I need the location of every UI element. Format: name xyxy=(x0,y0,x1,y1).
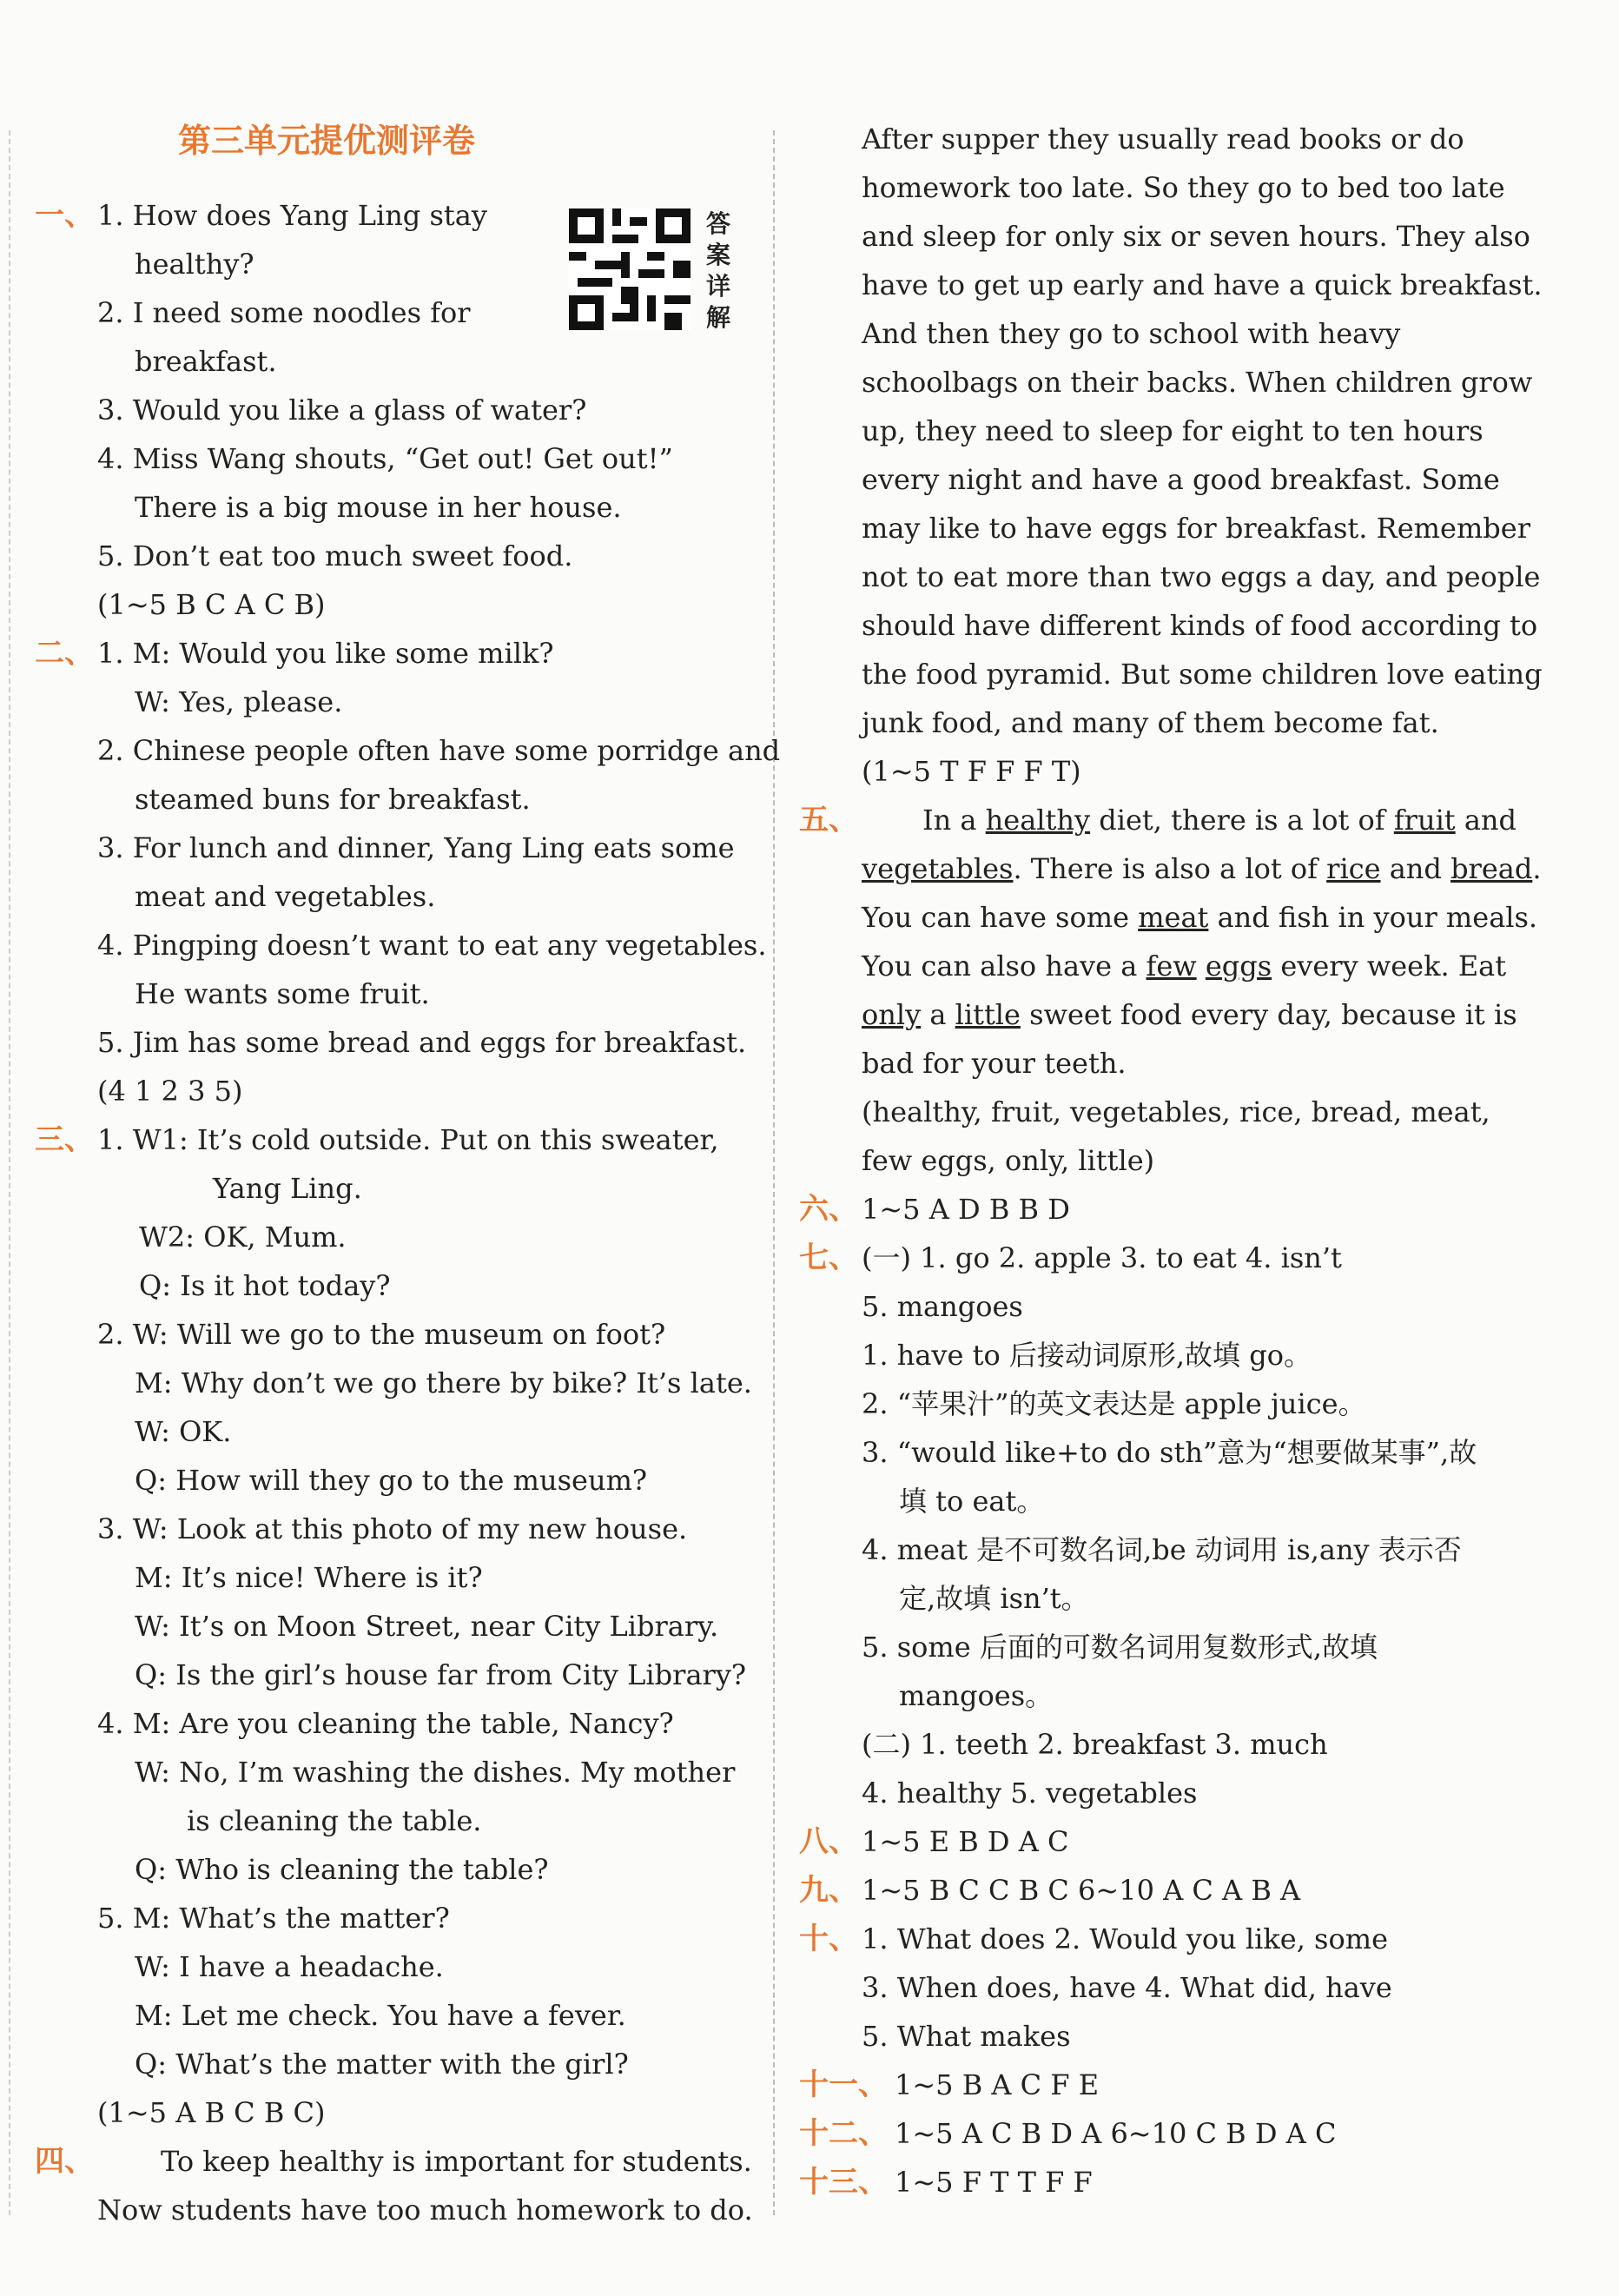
line: M: It’s nice! Where is it? xyxy=(135,1561,483,1594)
line: schoolbags on their backs. When children grow xyxy=(862,366,1533,399)
answer-line: (1~5 A B C B C) xyxy=(97,2096,326,2129)
answer-line: 1~5 B C C B C 6~10 A C A B A xyxy=(862,1874,1301,1907)
qr-code-icon[interactable] xyxy=(569,208,691,330)
line: 5. M: What’s the matter? xyxy=(97,1902,450,1935)
filled-word: eggs xyxy=(1205,949,1272,983)
section-12-label: 十二、 xyxy=(799,2116,888,2151)
line: To keep healthy is important for students. xyxy=(161,2145,752,2178)
section-7-label: 七、 xyxy=(799,1241,858,1275)
line: meat and vegetables. xyxy=(135,880,436,913)
filled-word: few xyxy=(1146,949,1197,983)
line: There is a big mouse in her house. xyxy=(135,491,622,524)
line: and sleep for only six or seven hours. They also xyxy=(862,220,1530,253)
line: breakfast. xyxy=(135,345,277,378)
section-6-label: 六、 xyxy=(799,1192,858,1227)
passage-line: (healthy, fruit, vegetables, rice, bread, meat, xyxy=(862,1095,1490,1128)
line: M: Why don’t we go there by bike? It’s late. xyxy=(135,1366,752,1399)
section-13-label: 十三、 xyxy=(799,2165,888,2200)
line: every night and have a good breakfast. Some xyxy=(862,463,1500,496)
filled-word: bread xyxy=(1450,852,1533,885)
filled-word: little xyxy=(955,998,1021,1031)
line: Q: How will they go to the museum? xyxy=(135,1464,648,1497)
line: 1. have to 后接动词原形,故填 go。 xyxy=(862,1339,1312,1372)
line: junk food, and many of them become fat. xyxy=(862,706,1439,739)
line: Q: What’s the matter with the girl? xyxy=(135,2048,629,2081)
answer-line: (1~5 B C A C B) xyxy=(97,588,326,621)
line: Q: Who is cleaning the table? xyxy=(135,1853,549,1886)
line: And then they go to school with heavy xyxy=(862,317,1401,350)
answer-line: 1~5 F T T F F xyxy=(895,2166,1093,2199)
line: should have different kinds of food according to xyxy=(862,609,1538,642)
line: mangoes。 xyxy=(899,1679,1054,1712)
qr-label: 答案详解 xyxy=(705,209,730,332)
line: not to eat more than two eggs a day, and people xyxy=(862,560,1541,593)
line: (一) 1. go 2. apple 3. to eat 4. isn’t xyxy=(862,1241,1342,1274)
line: 3. W: Look at this photo of my new house. xyxy=(97,1512,688,1545)
filled-word: rice xyxy=(1326,852,1381,885)
line: 5. Jim has some bread and eggs for breakfast. xyxy=(97,1026,747,1059)
answer-line: (1~5 T F F F T) xyxy=(862,755,1081,788)
line: 5. Don’t eat too much sweet food. xyxy=(97,539,573,572)
line: 5. What makes xyxy=(862,2020,1071,2053)
line: 4. healthy 5. vegetables xyxy=(862,1777,1198,1810)
line: He wants some fruit. xyxy=(135,977,430,1010)
line: Q: Is the girl’s house far from City Library? xyxy=(135,1658,747,1691)
section-4-label: 四、 xyxy=(35,2144,94,2179)
line: Q: Is it hot today? xyxy=(139,1269,391,1302)
line: W: No, I’m washing the dishes. My mother xyxy=(135,1756,736,1789)
passage-line: You can have some meat and fish in your meals. xyxy=(862,901,1538,934)
line: 2. I need some noodles for xyxy=(97,296,471,329)
line: 5. some 后面的可数名词用复数形式,故填 xyxy=(862,1631,1378,1664)
passage-line: vegetables. There is also a lot of rice and bread. xyxy=(862,852,1542,885)
section-3-label: 三、 xyxy=(35,1122,94,1157)
line: 1. What does 2. Would you like, some xyxy=(862,1922,1389,1955)
section-8-label: 八、 xyxy=(799,1824,858,1859)
line: 4. Pingping doesn’t want to eat any vegetables. xyxy=(97,929,767,962)
line: 4. M: Are you cleaning the table, Nancy? xyxy=(97,1707,674,1740)
line: have to get up early and have a quick breakfast. xyxy=(862,268,1543,301)
line: is cleaning the table. xyxy=(187,1804,482,1837)
answer-line: (4 1 2 3 5) xyxy=(97,1075,243,1108)
line: up, they need to sleep for eight to ten hours xyxy=(862,414,1484,447)
line: W2: OK, Mum. xyxy=(139,1221,347,1254)
passage-line: In a healthy diet, there is a lot of fruit and xyxy=(922,804,1517,837)
line: 3. “would like+to do sth”意为“想要做某事”,故 xyxy=(862,1436,1477,1469)
line: 2. W: Will we go to the museum on foot? xyxy=(97,1318,666,1351)
line: Now students have too much homework to do. xyxy=(97,2193,753,2227)
column-divider xyxy=(773,130,775,2215)
answer-line: 1~5 B A C F E xyxy=(895,2068,1100,2101)
line: 填 to eat。 xyxy=(899,1485,1045,1518)
section-11-label: 十一、 xyxy=(799,2068,888,2102)
line: (二) 1. teeth 2. breakfast 3. much xyxy=(862,1728,1328,1761)
line: may like to have eggs for breakfast. Remember xyxy=(862,512,1530,545)
passage-line: You can also have a few eggs every week. Eat xyxy=(862,949,1507,983)
passage-line: only a little sweet food every day, because it is xyxy=(862,998,1517,1031)
section-9-label: 九、 xyxy=(799,1873,858,1908)
line: 2. “苹果汁”的英文表达是 apple juice。 xyxy=(862,1387,1366,1420)
section-5-label: 五、 xyxy=(799,803,858,837)
line: 4. meat 是不可数名词,be 动词用 is,any 表示否 xyxy=(862,1533,1462,1566)
filled-word: meat xyxy=(1138,901,1209,934)
section-2-label: 二、 xyxy=(35,636,94,671)
answer-line: 1~5 E B D A C xyxy=(862,1825,1069,1858)
line: 3. When does, have 4. What did, have xyxy=(862,1971,1392,2004)
line: 4. Miss Wang shouts, “Get out! Get out!” xyxy=(97,442,673,475)
passage-line: few eggs, only, little) xyxy=(862,1144,1155,1177)
line: 1. M: Would you like some milk? xyxy=(97,637,554,670)
line: 定,故填 isn’t。 xyxy=(899,1582,1089,1615)
line: 5. mangoes xyxy=(862,1290,1023,1323)
section-1-label: 一、 xyxy=(35,198,94,233)
line: the food pyramid. But some children love eating xyxy=(862,658,1543,691)
line: 1. How does Yang Ling stay xyxy=(97,199,487,232)
line: W: OK. xyxy=(135,1415,232,1448)
line: 2. Chinese people often have some porridge and xyxy=(97,734,781,767)
line: W: It’s on Moon Street, near City Library. xyxy=(135,1610,719,1643)
filled-word: only xyxy=(862,998,922,1031)
line: Yang Ling. xyxy=(213,1172,362,1205)
line: 3. For lunch and dinner, Yang Ling eats some xyxy=(97,831,735,864)
line: 3. Would you like a glass of water? xyxy=(97,394,587,427)
line: 1. W1: It’s cold outside. Put on this sweater, xyxy=(97,1123,719,1156)
filled-word: healthy xyxy=(985,804,1091,837)
passage-line: bad for your teeth. xyxy=(862,1047,1127,1080)
answer-line: 1~5 A C B D A 6~10 C B D A C xyxy=(895,2117,1337,2150)
line: W: Yes, please. xyxy=(135,685,343,718)
line: W: I have a headache. xyxy=(135,1950,444,1983)
line: M: Let me check. You have a fever. xyxy=(135,1999,626,2032)
line: steamed buns for breakfast. xyxy=(135,783,531,816)
line: After supper they usually read books or do xyxy=(862,122,1464,155)
section-10-label: 十、 xyxy=(799,1922,858,1956)
answer-line: 1~5 A D B B D xyxy=(862,1193,1070,1226)
line: healthy? xyxy=(135,248,254,281)
line: homework too late. So they go to bed too late xyxy=(862,171,1505,204)
page-title: 第三单元提优测评卷 xyxy=(178,122,476,160)
filled-word: fruit xyxy=(1393,804,1456,837)
filled-word: vegetables xyxy=(862,852,1014,885)
left-edge-line xyxy=(9,130,10,2215)
